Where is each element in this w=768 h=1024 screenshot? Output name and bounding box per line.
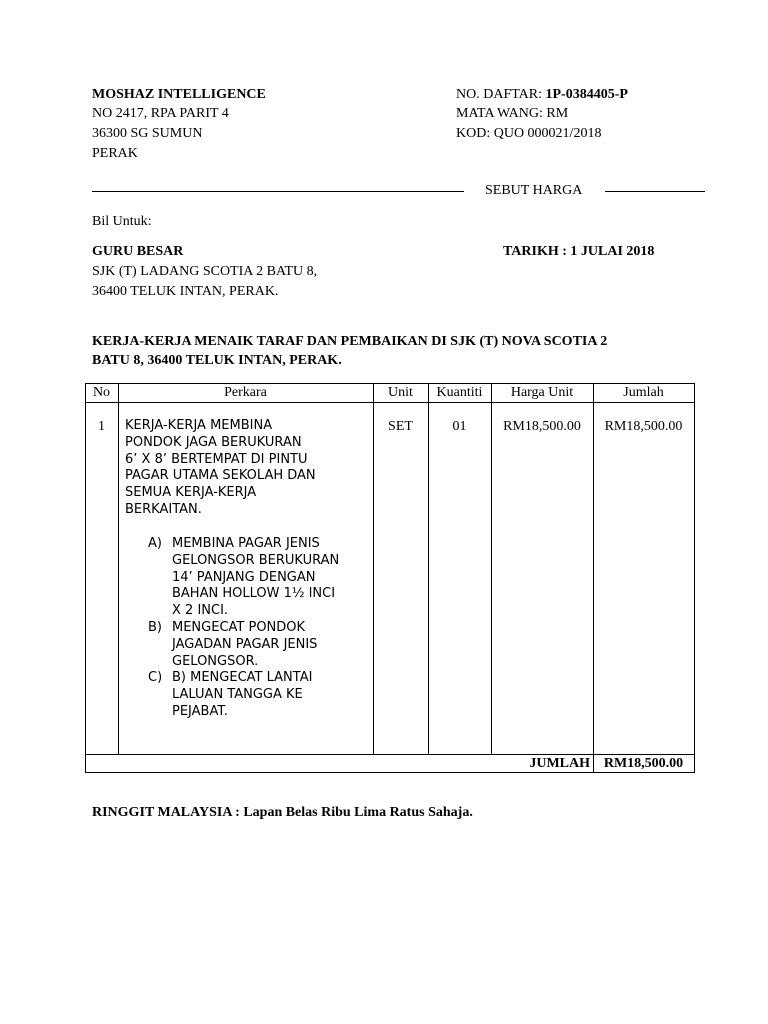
header-no: No: [92, 385, 111, 400]
subitem-a: [148, 536, 339, 620]
header-harga-unit: Harga Unit: [510, 385, 574, 400]
header-unit: Unit: [388, 385, 413, 400]
subitem-line: LALUAN TANGGA KE: [172, 686, 303, 702]
recipient-name: GURU BESAR: [92, 244, 184, 259]
subitem-line: MENGECAT PONDOK: [172, 620, 306, 635]
subitem-line: GELONGSOR.: [172, 653, 259, 669]
subitem-b: [148, 620, 317, 670]
description-line: PONDOK JAGA BERUKURAN: [125, 434, 302, 450]
project-title-line-2: BATU 8, 36400 TELUK INTAN, PERAK.: [92, 353, 342, 368]
subitem-line: PEJABAT.: [172, 703, 228, 719]
company-address-line-1: NO 2417, RPA PARIT 4: [92, 106, 229, 121]
description-line: 6’ X 8’ BERTEMPAT DI PINTU: [125, 451, 308, 467]
description-line: SEMUA KERJA-KERJA: [125, 485, 257, 501]
subitem-line: BAHAN HOLLOW 1½ INCI: [172, 586, 336, 602]
table-left-border: [85, 383, 86, 773]
company-name: MOSHAZ INTELLIGENCE: [92, 87, 266, 102]
header-kuantiti: Kuantiti: [436, 385, 483, 400]
row-kuantiti: 01: [452, 419, 467, 434]
title-rule-right: [605, 191, 705, 192]
registration-number: [456, 85, 628, 105]
header-jumlah: Jumlah: [623, 385, 664, 400]
column-divider-perkara: [373, 383, 374, 755]
document-title: SEBUT HARGA: [485, 183, 583, 198]
column-divider-unit: [428, 383, 429, 755]
description-line: BERKAITAN.: [125, 501, 202, 517]
description-line: PAGAR UTAMA SEKOLAH DAN: [125, 468, 316, 484]
subitem-b-label: B): [148, 620, 162, 635]
recipient-address-line-1: SJK (T) LADANG SCOTIA 2 BATU 8,: [92, 264, 318, 279]
subitem-c-label: C): [148, 670, 163, 685]
company-address-line-3: PERAK: [92, 146, 138, 161]
subitem-line: JAGADAN PAGAR JENIS: [172, 636, 318, 652]
column-divider-no: [118, 383, 119, 755]
recipient-address-line-2: 36400 TELUK INTAN, PERAK.: [92, 284, 279, 299]
subitem-a-label: A): [148, 536, 162, 551]
subitem-line: X 2 INCI.: [172, 603, 229, 619]
currency-line: MATA WANG: RM: [456, 106, 569, 121]
subitem-line: 14’ PANJANG DENGAN: [172, 569, 316, 585]
registration-label: NO. DAFTAR:: [456, 87, 546, 102]
quotation-code: KOD: QUO 000021/2018: [456, 126, 602, 141]
subitem-line: GELONGSOR BERUKURAN: [172, 552, 340, 568]
column-divider-kuantiti: [491, 383, 492, 755]
row-unit: SET: [388, 419, 413, 434]
description-line: KERJA-KERJA MEMBINA: [125, 418, 273, 433]
row-jumlah: RM18,500.00: [604, 419, 683, 434]
table-right-border: [694, 383, 695, 773]
table-header-border: [85, 402, 695, 403]
subitem-c: [148, 670, 312, 720]
quotation-date: TARIKH : 1 JULAI 2018: [503, 244, 655, 259]
total-label: JUMLAH: [529, 756, 590, 771]
row-description: [125, 418, 316, 519]
company-address-line-2: 36300 SG SUMUN: [92, 126, 203, 141]
row-harga-unit: RM18,500.00: [503, 419, 581, 434]
column-divider-harga: [593, 383, 594, 773]
title-rule-left: [92, 191, 464, 192]
bill-to-label: Bil Untuk:: [92, 214, 152, 229]
row-no: 1: [98, 419, 105, 434]
registration-value: 1P-0384405-P: [545, 87, 628, 102]
subitem-line: MEMBINA PAGAR JENIS: [172, 536, 320, 551]
header-perkara: Perkara: [224, 385, 267, 400]
amount-in-words: RINGGIT MALAYSIA : Lapan Belas Ribu Lima Ratus Sahaja.: [92, 805, 473, 820]
total-value: RM18,500.00: [603, 756, 684, 771]
project-title-line-1: KERJA-KERJA MENAIK TARAF DAN PEMBAIKAN DI SJK (T) NOVA SCOTIA 2: [92, 334, 608, 349]
subitem-line: B) MENGECAT LANTAI: [172, 670, 313, 685]
